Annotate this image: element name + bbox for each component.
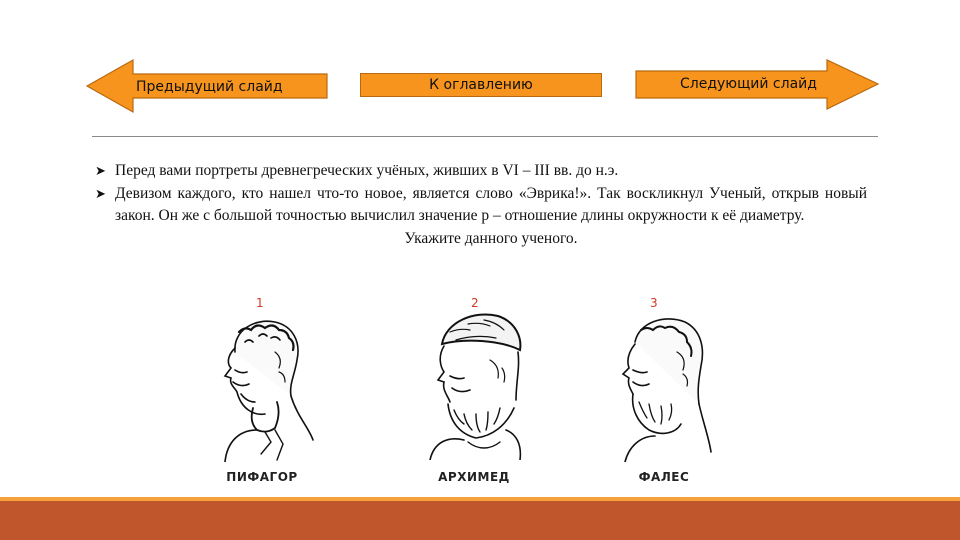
toc-label: К оглавлению	[429, 77, 533, 93]
arrowhead-bullet-icon: ➤	[95, 164, 106, 179]
bullet-text: Девизом каждого, кто нашел что-то новое, является слово «Эврика!». Так воскликнул Ученый, открыв новый закон. Он же с большой точностью вычислил значение р – отношение длины окружности к её диаметру.	[115, 185, 867, 224]
previous-slide-button[interactable]: Предыдущий слайд	[136, 79, 283, 95]
table-of-contents-button[interactable]	[360, 73, 602, 97]
bullet-text: Перед вами портреты древнегреческих учёных, живших в VI – III вв. до н.э.	[115, 162, 619, 179]
portrait-number-2: 2	[471, 296, 479, 310]
portrait-number-1: 1	[256, 296, 264, 310]
thales-portrait-image[interactable]	[605, 312, 713, 462]
divider-line	[92, 136, 878, 137]
next-slide-button[interactable]: Следующий слайд	[680, 76, 817, 92]
question-prompt: Укажите данного ученого.	[404, 230, 578, 247]
slide-text	[95, 160, 867, 250]
pythagoras-portrait-image[interactable]	[205, 312, 315, 462]
portrait-caption-2: АРХИМЕД	[438, 470, 510, 484]
portrait-caption-1: ПИФАГОР	[226, 470, 298, 484]
bullet-item	[95, 160, 867, 183]
portrait-number-3: 3	[650, 296, 658, 310]
bullet-item	[95, 183, 867, 227]
navigation-bar	[0, 0, 960, 120]
archimedes-portrait-image[interactable]	[420, 310, 532, 460]
footer-bar	[0, 501, 960, 540]
arrowhead-bullet-icon: ➤	[95, 187, 106, 202]
portrait-caption-3: ФАЛЕС	[638, 470, 690, 484]
